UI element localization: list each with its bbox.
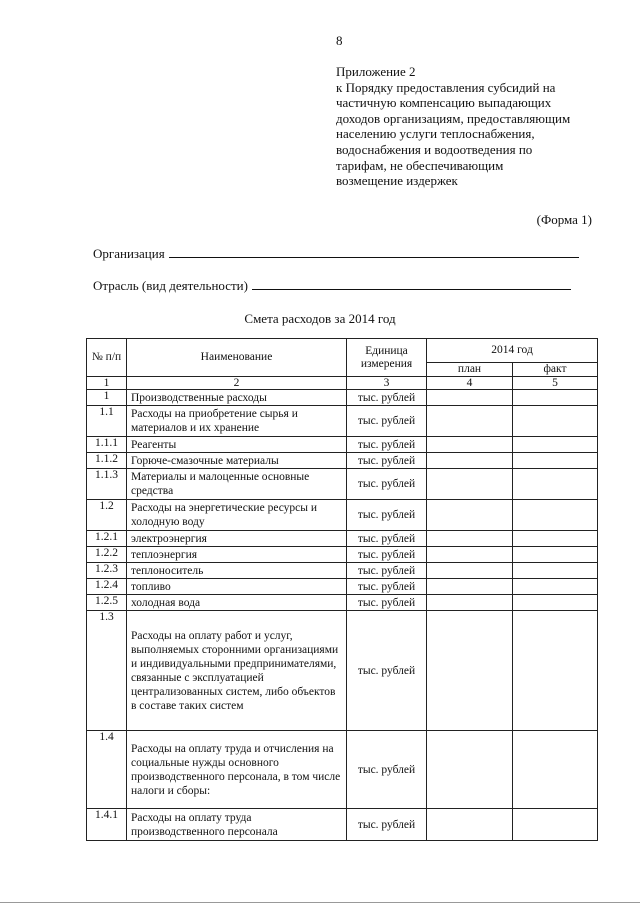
table-row [87, 531, 598, 547]
row-unit: тыс. рублей [347, 390, 427, 406]
row-number: 1.2.3 [87, 563, 127, 579]
row-unit: тыс. рублей [347, 595, 427, 611]
fact-cell [513, 731, 598, 809]
table-row [87, 611, 598, 731]
table-row [87, 731, 598, 809]
row-unit: тыс. рублей [347, 579, 427, 595]
row-name: Производственные расходы [127, 390, 347, 406]
row-unit: тыс. рублей [347, 611, 427, 731]
row-unit: тыс. рублей [347, 500, 427, 531]
fact-cell [513, 611, 598, 731]
plan-cell [427, 469, 513, 500]
header-plan: план [427, 363, 513, 377]
table-row [87, 453, 598, 469]
page-bottom-edge [0, 902, 640, 903]
table-row [87, 390, 598, 406]
branch-blank-line [252, 288, 571, 290]
appendix-line: водоснабжения и водоотведения по [336, 141, 533, 157]
row-number: 1.1 [87, 406, 127, 437]
appendix-line: населению услуги теплоснабжения, [336, 126, 535, 142]
plan-cell [427, 809, 513, 841]
row-unit: тыс. рублей [347, 731, 427, 809]
row-name: теплоэнергия [127, 547, 347, 563]
row-number: 1.4 [87, 731, 127, 809]
row-unit: тыс. рублей [347, 809, 427, 841]
fact-cell [513, 809, 598, 841]
table-row [87, 500, 598, 531]
expense-table [86, 338, 598, 841]
plan-cell [427, 531, 513, 547]
row-name: Расходы на энергетические ресурсы и холодную воду [127, 500, 347, 531]
column-numbers-row [87, 377, 598, 390]
row-number: 1.1.2 [87, 453, 127, 469]
appendix-line: к Порядку предоставления субсидий на [336, 79, 556, 95]
appendix-line: возмещение издержек [336, 173, 458, 189]
plan-cell [427, 611, 513, 731]
form-label: (Форма 1) [536, 212, 592, 227]
row-number: 1 [87, 390, 127, 406]
row-number: 1.2.2 [87, 547, 127, 563]
plan-cell [427, 453, 513, 469]
plan-cell [427, 563, 513, 579]
table-row [87, 595, 598, 611]
organization-field [93, 246, 579, 262]
row-unit: тыс. рублей [347, 547, 427, 563]
plan-cell [427, 437, 513, 453]
fact-cell [513, 595, 598, 611]
row-name: топливо [127, 579, 347, 595]
row-unit: тыс. рублей [347, 563, 427, 579]
fact-cell [513, 500, 598, 531]
fact-cell [513, 437, 598, 453]
row-number: 1.1.1 [87, 437, 127, 453]
row-number: 1.4.1 [87, 809, 127, 841]
table-row [87, 563, 598, 579]
fact-cell [513, 579, 598, 595]
plan-cell [427, 579, 513, 595]
fact-cell [513, 469, 598, 500]
table-row [87, 809, 598, 841]
fact-cell [513, 390, 598, 406]
fact-cell [513, 406, 598, 437]
header-unit: Единица измерения [347, 339, 427, 377]
header-fact: факт [513, 363, 598, 377]
plan-cell [427, 500, 513, 531]
row-unit: тыс. рублей [347, 469, 427, 500]
row-name: Материалы и малоценные основные средства [127, 469, 347, 500]
appendix-header [336, 64, 570, 189]
row-unit: тыс. рублей [347, 437, 427, 453]
organization-blank-line [169, 256, 579, 258]
column-number: 3 [347, 377, 427, 390]
plan-cell [427, 390, 513, 406]
fact-cell [513, 547, 598, 563]
table-row [87, 469, 598, 500]
table-row [87, 406, 598, 437]
appendix-line: тарифам, не обеспечивающим [336, 157, 504, 173]
row-number: 1.3 [87, 611, 127, 731]
row-number: 1.2 [87, 500, 127, 531]
plan-cell [427, 406, 513, 437]
row-name: Расходы на оплату труда производственного персонала [127, 809, 347, 841]
row-unit: тыс. рублей [347, 531, 427, 547]
branch-field [93, 278, 571, 294]
fact-cell [513, 531, 598, 547]
row-name: Горюче-смазочные материалы [127, 453, 347, 469]
header-year: 2014 год [427, 339, 598, 363]
table-row [87, 579, 598, 595]
header-name: Наименование [127, 339, 347, 377]
column-number: 4 [427, 377, 513, 390]
plan-cell [427, 731, 513, 809]
row-name: теплоноситель [127, 563, 347, 579]
appendix-line: частичную компенсацию выпадающих [336, 95, 552, 111]
row-name: Расходы на оплату работ и услуг, выполняемых сторонними организациями и индивидуальными предпринимателями, связанные с эксплуатацией централизованных систем, либо объектов в составе таких систем [127, 611, 347, 731]
row-name: электроэнергия [127, 531, 347, 547]
column-number: 2 [127, 377, 347, 390]
row-name: Реагенты [127, 437, 347, 453]
plan-cell [427, 547, 513, 563]
fact-cell [513, 453, 598, 469]
table-row [87, 547, 598, 563]
organization-label: Организация [93, 246, 165, 261]
row-number: 1.2.4 [87, 579, 127, 595]
page-number: 8 [336, 33, 343, 48]
table-title: Смета расходов за 2014 год [244, 311, 396, 326]
fact-cell [513, 563, 598, 579]
column-number: 5 [513, 377, 598, 390]
row-number: 1.1.3 [87, 469, 127, 500]
row-name: Расходы на оплату труда и отчисления на социальные нужды основного производственного персонала, в том числе налоги и сборы: [127, 731, 347, 809]
row-number: 1.2.5 [87, 595, 127, 611]
row-number: 1.2.1 [87, 531, 127, 547]
row-name: холодная вода [127, 595, 347, 611]
table-row [87, 437, 598, 453]
plan-cell [427, 595, 513, 611]
appendix-line: Приложение 2 [336, 64, 416, 79]
branch-label: Отрасль (вид деятельности) [93, 278, 248, 293]
row-unit: тыс. рублей [347, 406, 427, 437]
row-unit: тыс. рублей [347, 453, 427, 469]
header-num: № п/п [87, 339, 127, 377]
appendix-line: доходов организациям, предоставляющим [336, 110, 571, 126]
column-number: 1 [87, 377, 127, 390]
row-name: Расходы на приобретение сырья и материалов и их хранение [127, 406, 347, 437]
